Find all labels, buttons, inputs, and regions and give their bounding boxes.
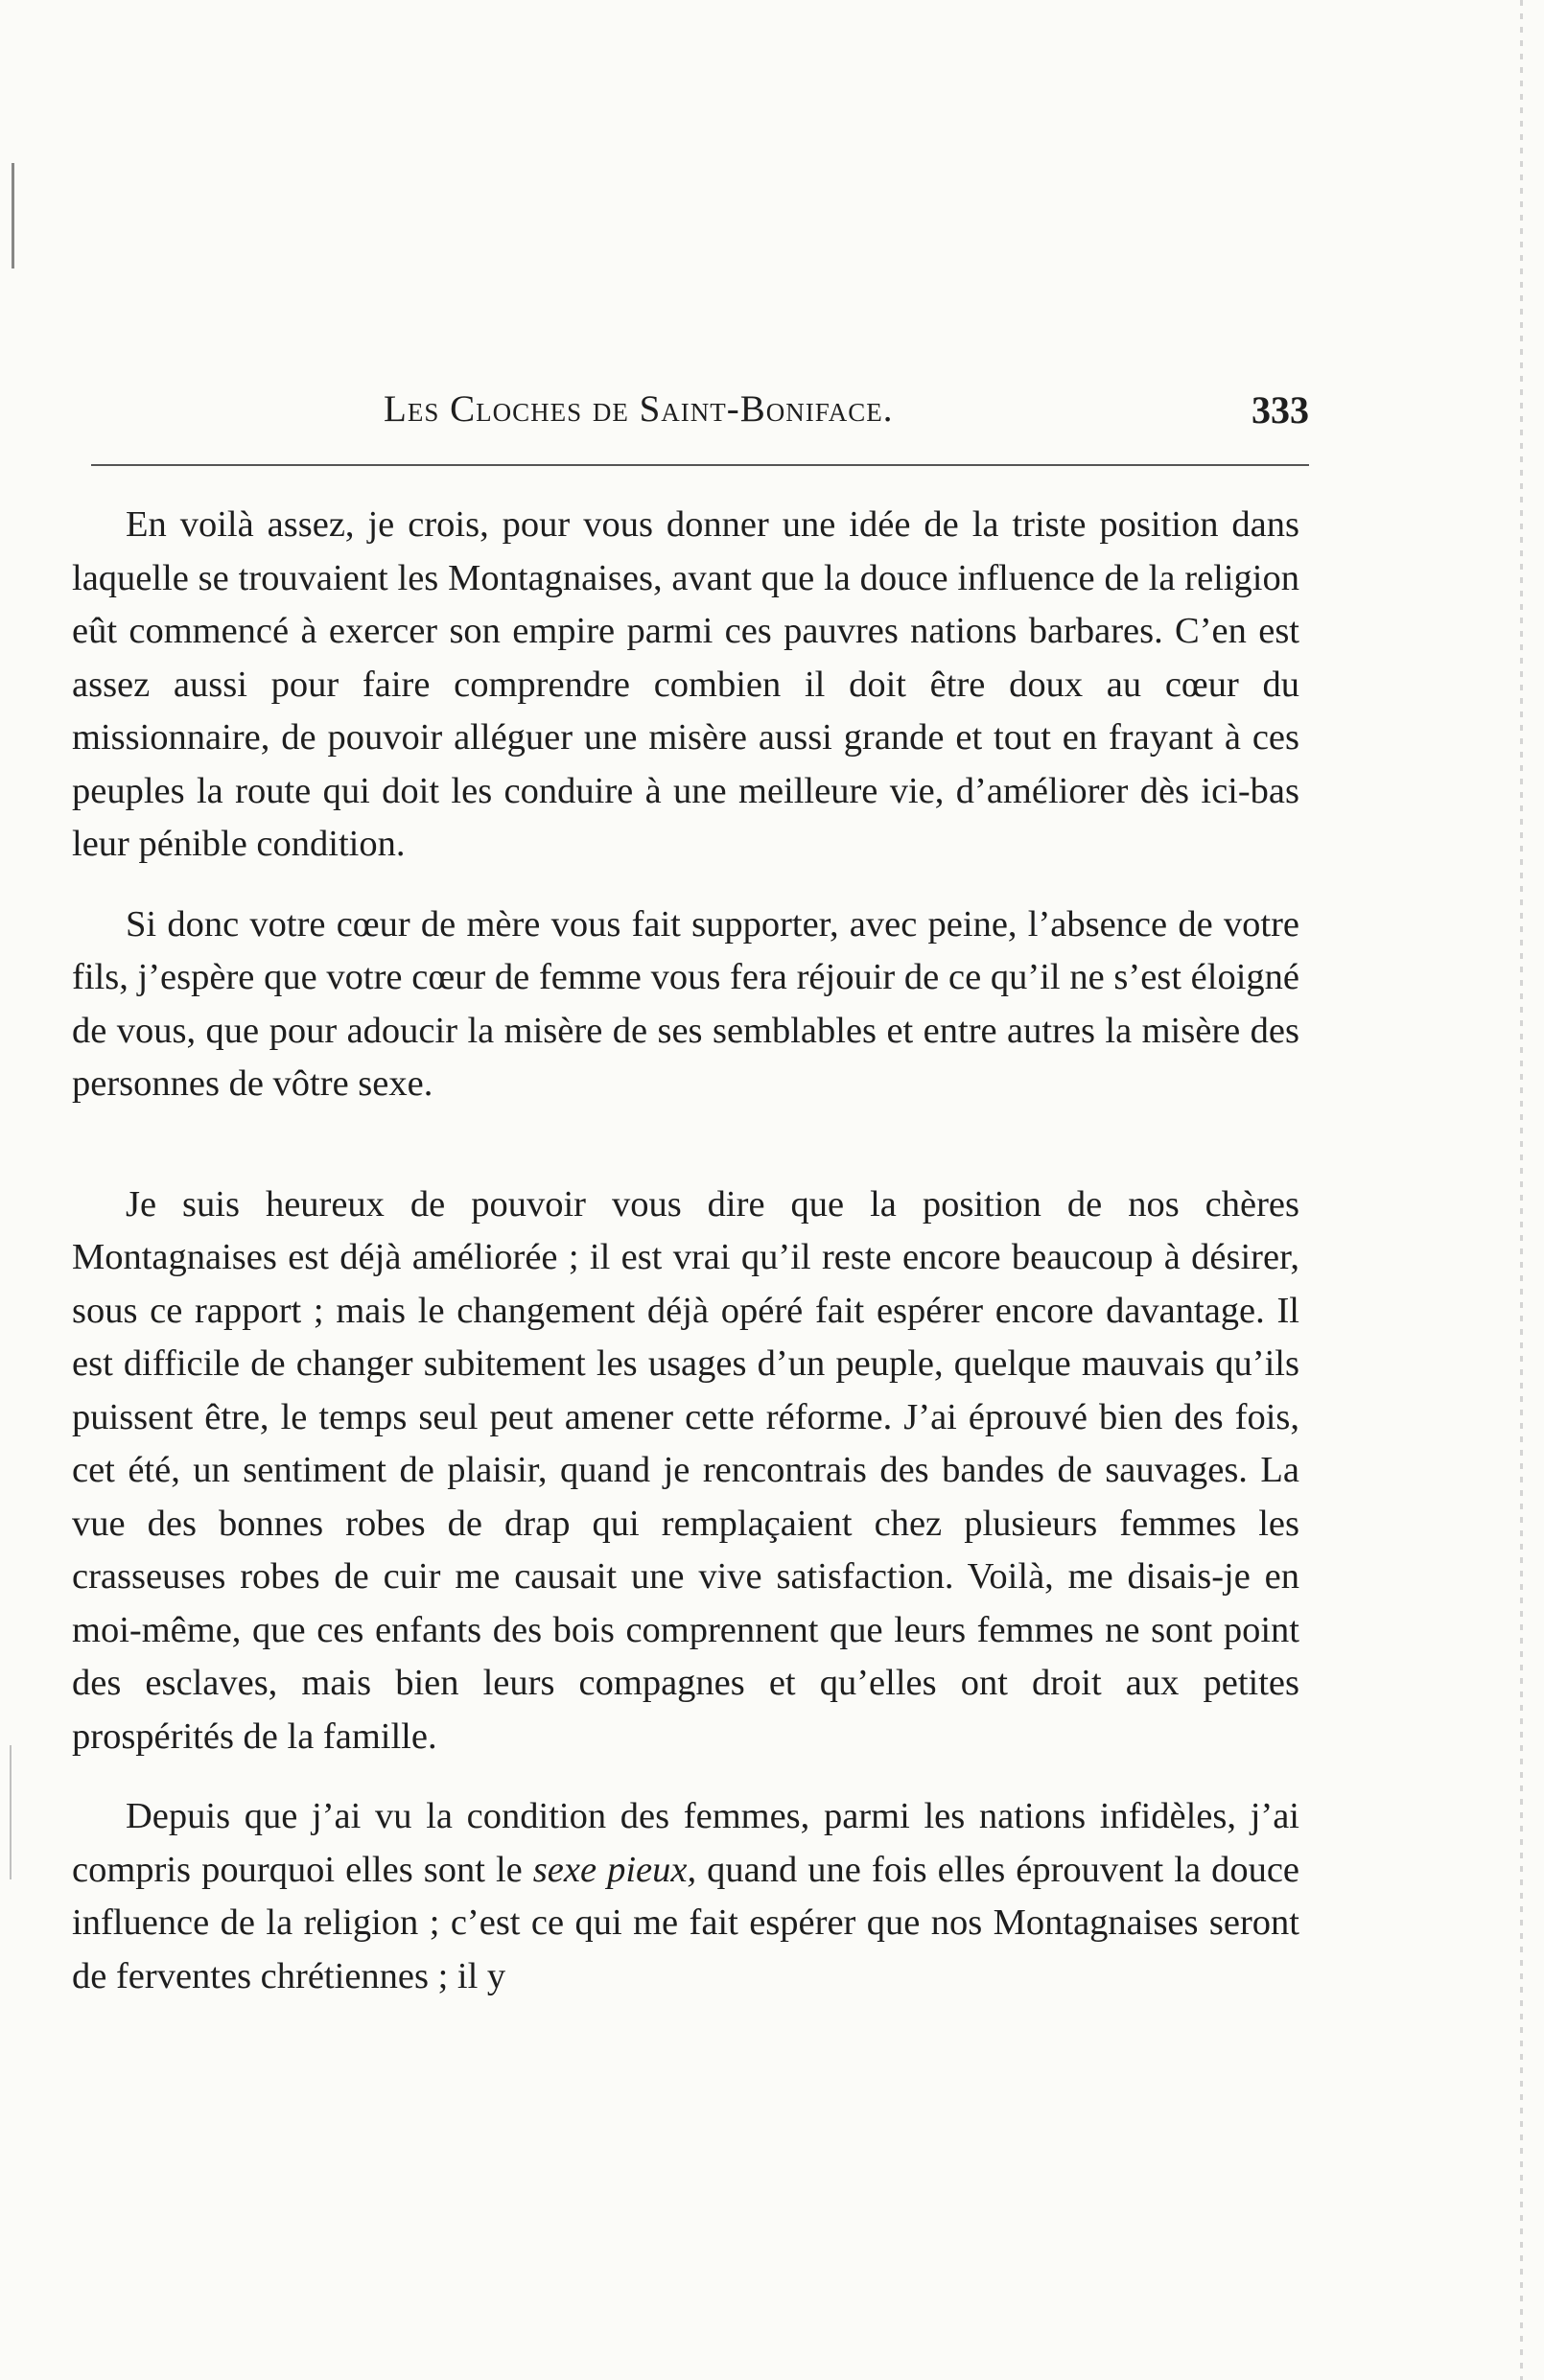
page-edge-mark <box>10 1745 12 1879</box>
paragraph: Si donc votre cœur de mère vous fait supporter, avec peine, l’absence de votre fils, j’espère que votre cœur de femme vous fera réjouir de ce qu’il ne s’est éloigné de vous, que pour adoucir la misère de ses semblables et entre autres la misère des personnes de vôtre sexe. <box>72 903 1299 1104</box>
running-header <box>91 387 1309 455</box>
paragraph: Depuis que j’ai vu la condition des femmes, parmi les nations infidèles, j’ai compris pourquoi elles sont le sexe pieux, quand une fois elles éprouvent la douce influence de la religion ; c’est ce qui me fait espérer que nos Montagnaises seront de ferventes chrétiennes ; il y <box>72 1796 1299 1996</box>
italic-phrase: sexe pieux, <box>532 1849 697 1890</box>
running-title: Les Cloches de Saint-Boniface. <box>384 388 894 430</box>
paragraph: En voilà assez, je crois, pour vous donner une idée de la triste position dans laquelle se trouvaient les Montagnaises, avant que la douce influence de la religion eût commencé à exercer son empire parmi ces pauvres nations barbares. C’en est assez aussi pour faire comprendre combien il doit être doux au cœur du missionnaire, de pouvoir alléguer une misère aussi grande et tout en frayant à ces peuples la route qui doit les conduire à une meilleure vie, d’améliorer dès ici-bas leur pénible condition. <box>72 504 1299 864</box>
page-number: 333 <box>1252 388 1309 432</box>
page-edge-mark <box>12 163 14 268</box>
page-gutter-shadow <box>1520 0 1523 2380</box>
body-text <box>72 499 1299 2003</box>
paragraph: Je suis heureux de pouvoir vous dire que la position de nos chères Montagnaises est déjà améliorée ; il est vrai qu’il reste encore beaucoup à désirer, sous ce rapport ; mais le changement déjà opéré fait espérer encore davantage. Il est difficile de changer subitement les usages d’un peuple, quelque mauvais qu’ils puissent être, le temps seul peut amener cette réforme. J’ai éprouvé bien des fois, cet été, un sentiment de plaisir, quand je rencontrais des bandes de sauvages. La vue des bonnes robes de drap qui remplaçaient chez plusieurs femmes les crasseuses robes de cuir me causait une vive satisfaction. Voilà, me disais-je en moi-même, que ces enfants des bois comprennent que leurs femmes ne sont point des esclaves, mais bien leurs compagnes et qu’elles ont droit aux petites prospérités de la famille. <box>72 1183 1299 1757</box>
header-rule <box>91 464 1309 466</box>
